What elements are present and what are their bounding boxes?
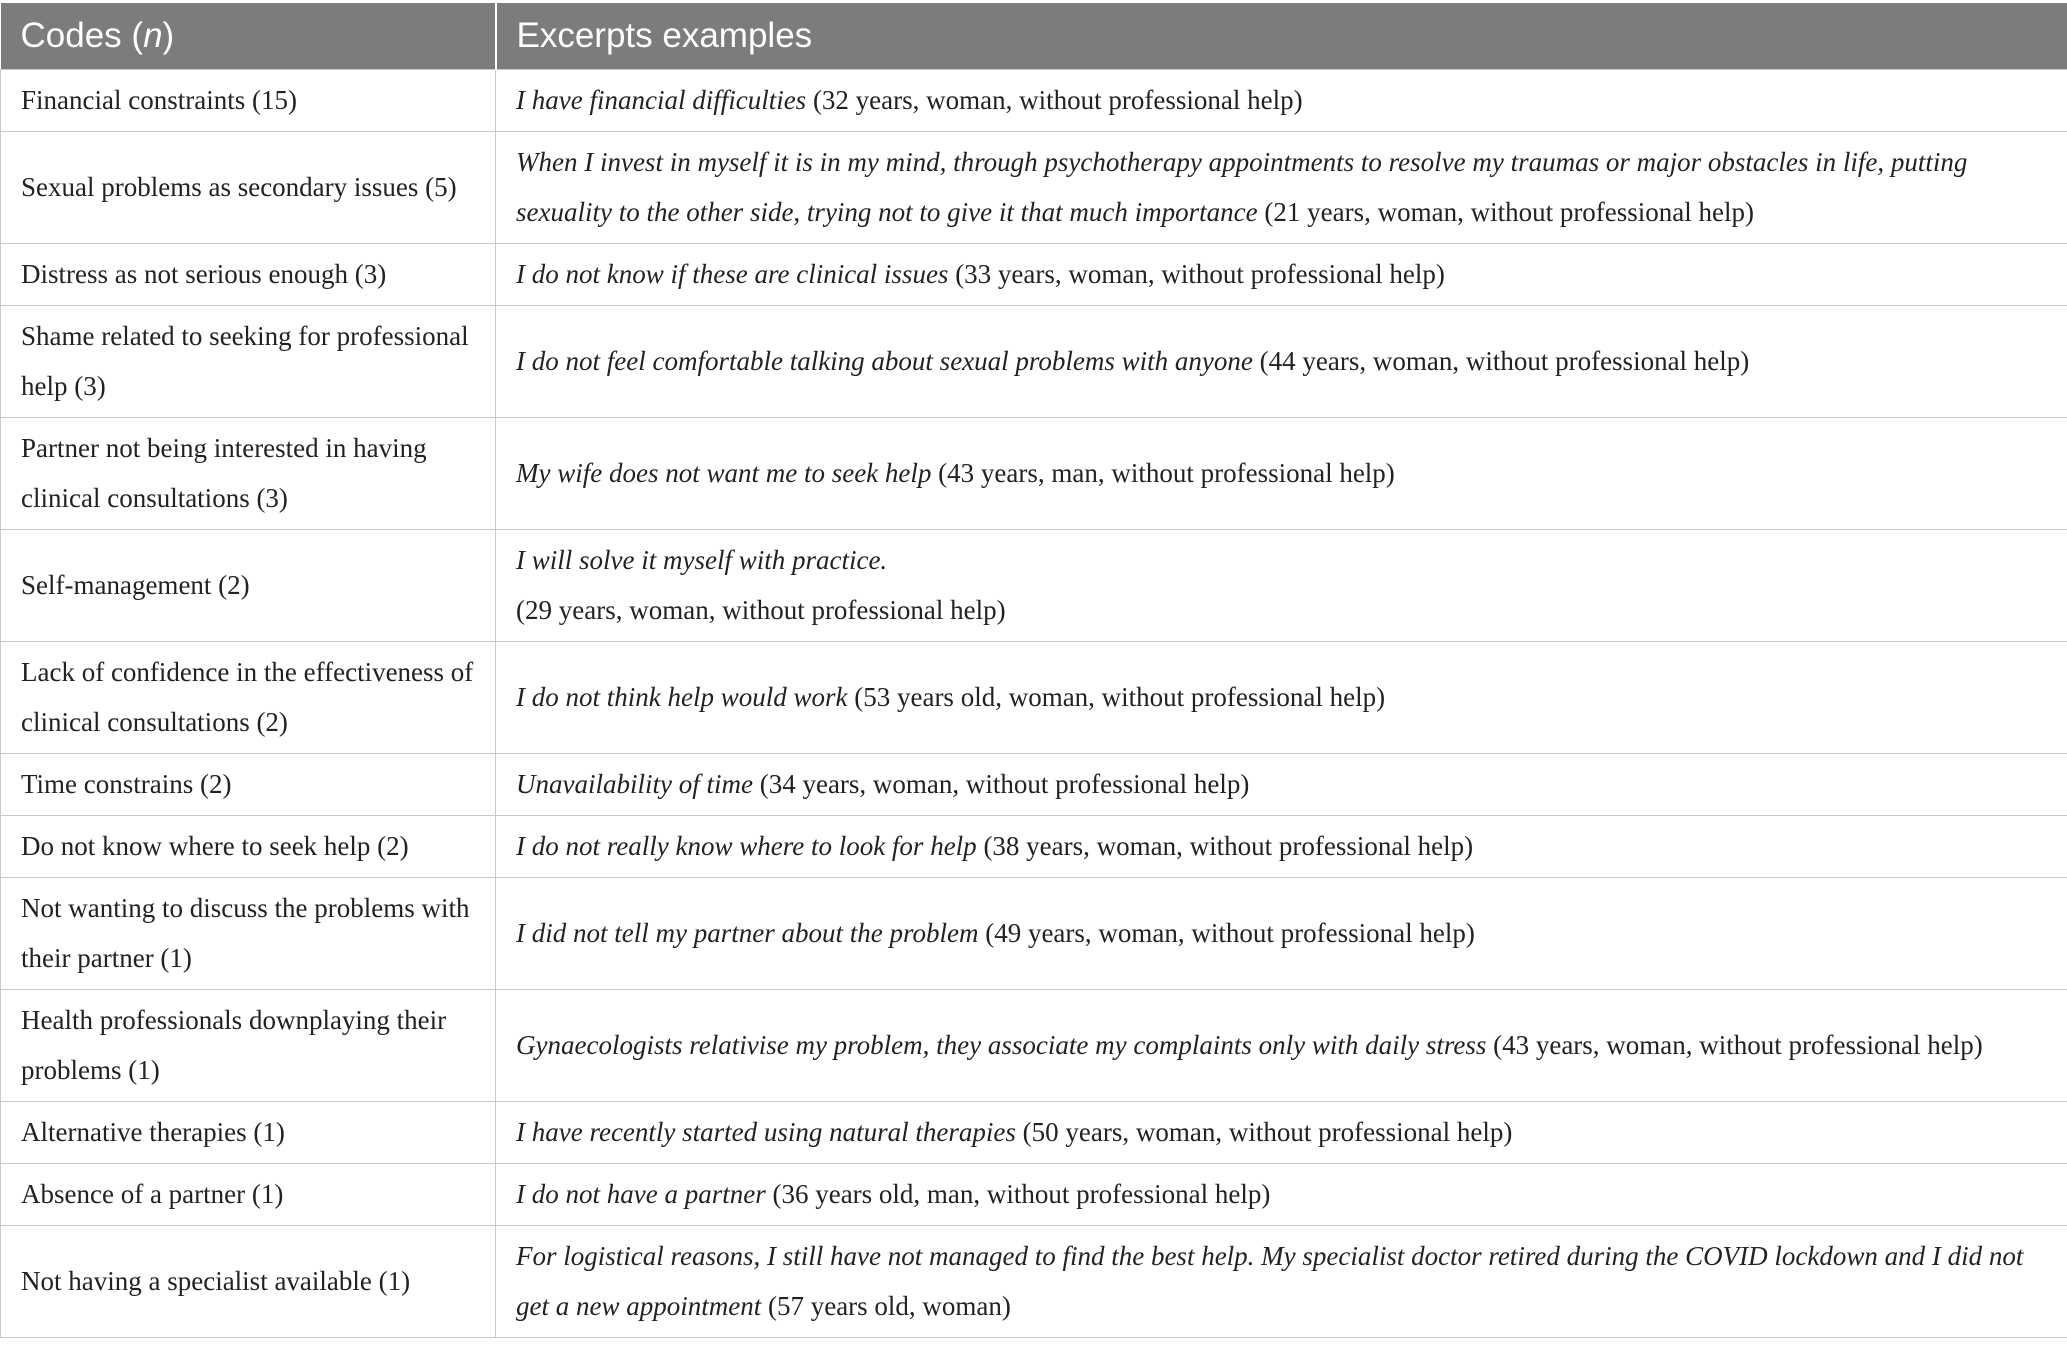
- excerpt-quote: Unavailability of time: [516, 769, 753, 799]
- excerpt-respondent-info: (36 years old, man, without professional help): [765, 1179, 1271, 1209]
- code-cell: Shame related to seeking for professional help (3): [1, 306, 496, 418]
- excerpt-quote: I do not know if these are clinical issues: [516, 259, 949, 289]
- header-excerpts: Excerpts examples: [496, 3, 2067, 70]
- excerpt-quote: I have financial difficulties: [516, 85, 807, 115]
- code-cell: Not having a specialist available (1): [1, 1226, 496, 1338]
- excerpt-quote: My wife does not want me to seek help: [516, 458, 932, 488]
- code-cell: Distress as not serious enough (3): [1, 244, 496, 306]
- code-cell: Not wanting to discuss the problems with their partner (1): [1, 878, 496, 990]
- code-cell: Sexual problems as secondary issues (5): [1, 132, 496, 244]
- header-codes-suffix: ): [162, 16, 175, 55]
- table-row: [1, 132, 2067, 244]
- excerpt-respondent-info: (57 years old, woman): [761, 1291, 1011, 1321]
- excerpt-cell: [496, 418, 2067, 530]
- table-row: [1, 642, 2067, 754]
- table-row: [1, 1164, 2067, 1226]
- excerpt-cell: [496, 878, 2067, 990]
- table-row: [1, 306, 2067, 418]
- excerpt-quote: For logistical reasons, I still have not managed to find the best help. My specialist doctor retired during the COVID lockdown and I did not get a new appointment: [516, 1241, 2024, 1321]
- excerpt-cell: [496, 306, 2067, 418]
- excerpt-cell: [496, 1164, 2067, 1226]
- header-codes-prefix: Codes (: [20, 16, 144, 55]
- code-cell: Partner not being interested in having clinical consultations (3): [1, 418, 496, 530]
- code-cell: Do not know where to seek help (2): [1, 816, 496, 878]
- excerpt-cell: [496, 1102, 2067, 1164]
- excerpt-respondent-info: (49 years, woman, without professional help): [978, 918, 1475, 948]
- excerpt-quote: I do not think help would work: [516, 682, 848, 712]
- excerpt-cell: [496, 990, 2067, 1102]
- excerpt-respondent-info: (50 years, woman, without professional help): [1015, 1117, 1513, 1147]
- code-cell: Absence of a partner (1): [1, 1164, 496, 1226]
- code-cell: Health professionals downplaying their problems (1): [1, 990, 496, 1102]
- header-codes-n: n: [143, 16, 163, 55]
- table-row: [1, 418, 2067, 530]
- excerpt-cell: [496, 530, 2067, 642]
- excerpt-cell: [496, 1226, 2067, 1338]
- table-row: [1, 1102, 2067, 1164]
- excerpts-table-container: [0, 3, 2067, 1338]
- excerpt-quote: I do not feel comfortable talking about sexual problems with anyone: [516, 346, 1253, 376]
- table-row: [1, 530, 2067, 642]
- excerpt-respondent-info: (43 years, man, without professional help): [931, 458, 1395, 488]
- header-codes: [1, 3, 496, 70]
- excerpt-quote: I did not tell my partner about the problem: [516, 918, 979, 948]
- excerpts-table: [0, 3, 2067, 1338]
- excerpt-respondent-info: (21 years, woman, without professional help): [1257, 197, 1755, 227]
- excerpt-respondent-info: (34 years, woman, without professional help): [752, 769, 1250, 799]
- code-cell: Financial constraints (15): [1, 70, 496, 132]
- code-cell: Lack of confidence in the effectiveness of clinical consultations (2): [1, 642, 496, 754]
- code-cell: Time constrains (2): [1, 754, 496, 816]
- table-row: [1, 878, 2067, 990]
- excerpt-respondent-info: (29 years, woman, without professional help): [516, 595, 1006, 625]
- excerpt-cell: [496, 70, 2067, 132]
- excerpt-quote: I do not really know where to look for help: [516, 831, 977, 861]
- table-row: [1, 990, 2067, 1102]
- excerpt-quote: Gynaecologists relativise my problem, they associate my complaints only with daily stress: [516, 1030, 1487, 1060]
- excerpt-respondent-info: (53 years old, woman, without professional help): [847, 682, 1386, 712]
- excerpt-quote: I have recently started using natural therapies: [516, 1117, 1016, 1147]
- excerpt-cell: [496, 244, 2067, 306]
- excerpt-respondent-info: (32 years, woman, without professional help): [806, 85, 1303, 115]
- table-row: [1, 816, 2067, 878]
- excerpt-quote: I do not have a partner: [516, 1179, 766, 1209]
- excerpt-cell: [496, 642, 2067, 754]
- excerpt-cell: [496, 132, 2067, 244]
- table-row: [1, 70, 2067, 132]
- excerpt-respondent-info: (43 years, woman, without professional help): [1486, 1030, 1983, 1060]
- table-row: [1, 754, 2067, 816]
- excerpt-respondent-info: (38 years, woman, without professional help): [976, 831, 1474, 861]
- table-row: [1, 244, 2067, 306]
- header-row: [1, 3, 2067, 70]
- table-row: [1, 1226, 2067, 1338]
- code-cell: Alternative therapies (1): [1, 1102, 496, 1164]
- excerpt-quote: I will solve it myself with practice.: [516, 545, 888, 575]
- excerpt-quote: When I invest in myself it is in my mind, through psychotherapy appointments to resolve my traumas or major obstacles in life, putting sexuality to the other side, trying not to give it that much importance: [516, 147, 1968, 227]
- code-cell: Self-management (2): [1, 530, 496, 642]
- excerpt-respondent-info: (33 years, woman, without professional help): [948, 259, 1445, 289]
- table-header: [1, 3, 2067, 70]
- excerpt-cell: [496, 816, 2067, 878]
- excerpt-cell: [496, 754, 2067, 816]
- excerpt-respondent-info: (44 years, woman, without professional help): [1252, 346, 1750, 376]
- table-body: [1, 70, 2067, 1338]
